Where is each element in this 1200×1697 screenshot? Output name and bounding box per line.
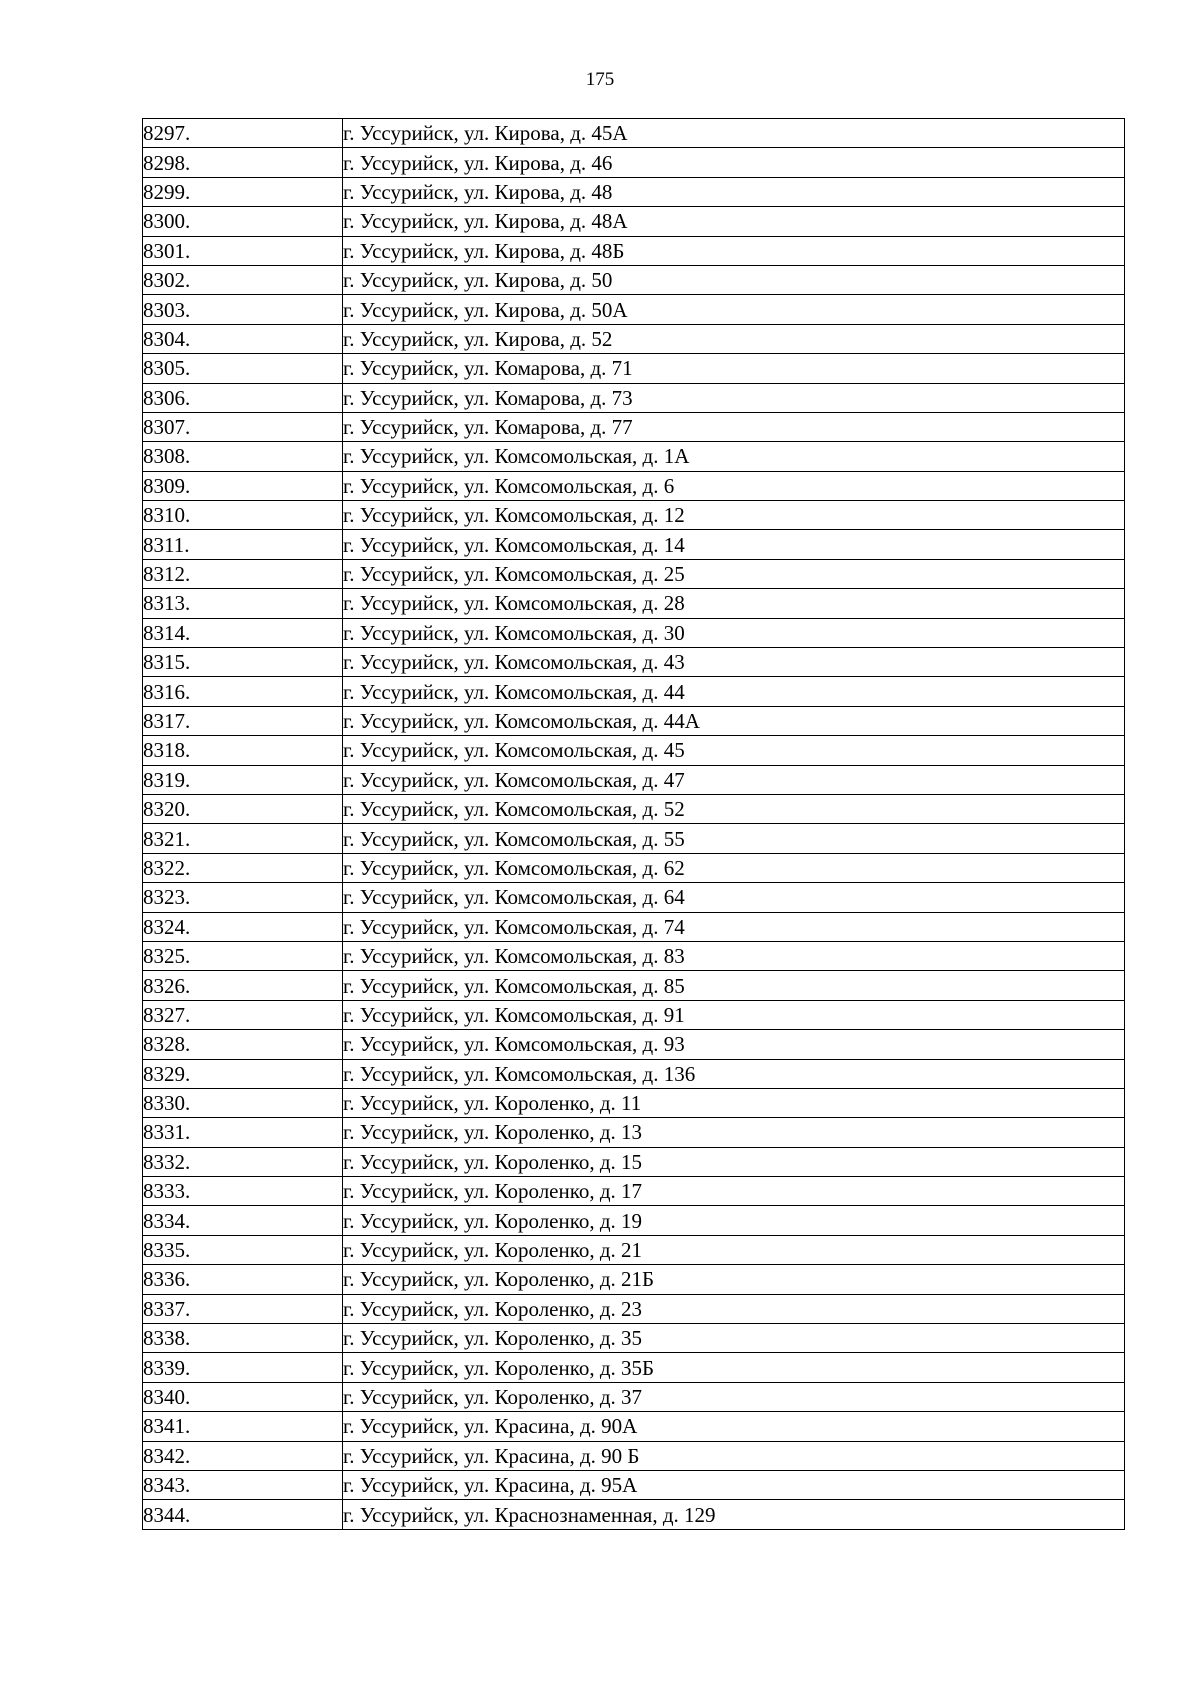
row-number: 8305. (143, 354, 343, 383)
row-address: г. Уссурийск, ул. Комсомольская, д. 25 (343, 559, 1125, 588)
row-address: г. Уссурийск, ул. Комсомольская, д. 91 (343, 1000, 1125, 1029)
row-address: г. Уссурийск, ул. Короленко, д. 21Б (343, 1265, 1125, 1294)
address-table (142, 118, 1125, 1530)
row-number: 8323. (143, 883, 343, 912)
table-row (143, 912, 1125, 941)
row-number: 8342. (143, 1441, 343, 1470)
table-row (143, 971, 1125, 1000)
table-row (143, 648, 1125, 677)
row-number: 8307. (143, 412, 343, 441)
table-row (143, 530, 1125, 559)
row-address: г. Уссурийск, ул. Короленко, д. 23 (343, 1294, 1125, 1323)
table-row (143, 941, 1125, 970)
row-number: 8312. (143, 559, 343, 588)
table-row (143, 148, 1125, 177)
table-row (143, 883, 1125, 912)
row-number: 8327. (143, 1000, 343, 1029)
row-address: г. Уссурийск, ул. Короленко, д. 17 (343, 1177, 1125, 1206)
row-address: г. Уссурийск, ул. Комсомольская, д. 47 (343, 765, 1125, 794)
row-address: г. Уссурийск, ул. Короленко, д. 21 (343, 1235, 1125, 1264)
table-row (143, 501, 1125, 530)
table-row (143, 853, 1125, 882)
row-address: г. Уссурийск, ул. Комсомольская, д. 83 (343, 941, 1125, 970)
address-table-body (143, 119, 1125, 1530)
row-address: г. Уссурийск, ул. Короленко, д. 13 (343, 1118, 1125, 1147)
row-address: г. Уссурийск, ул. Короленко, д. 19 (343, 1206, 1125, 1235)
row-number: 8335. (143, 1235, 343, 1264)
row-address: г. Уссурийск, ул. Комсомольская, д. 6 (343, 471, 1125, 500)
table-row (143, 1353, 1125, 1382)
row-number: 8314. (143, 618, 343, 647)
row-address: г. Уссурийск, ул. Комарова, д. 71 (343, 354, 1125, 383)
table-row (143, 824, 1125, 853)
row-number: 8328. (143, 1030, 343, 1059)
row-number: 8318. (143, 736, 343, 765)
row-number: 8310. (143, 501, 343, 530)
table-row (143, 236, 1125, 265)
row-number: 8297. (143, 119, 343, 148)
table-row (143, 1294, 1125, 1323)
row-address: г. Уссурийск, ул. Короленко, д. 35 (343, 1324, 1125, 1353)
row-address: г. Уссурийск, ул. Комсомольская, д. 74 (343, 912, 1125, 941)
row-address: г. Уссурийск, ул. Кирова, д. 50 (343, 265, 1125, 294)
row-number: 8332. (143, 1147, 343, 1176)
row-address: г. Уссурийск, ул. Комсомольская, д. 12 (343, 501, 1125, 530)
row-number: 8306. (143, 383, 343, 412)
row-address: г. Уссурийск, ул. Комсомольская, д. 64 (343, 883, 1125, 912)
row-number: 8336. (143, 1265, 343, 1294)
row-address: г. Уссурийск, ул. Краснознаменная, д. 129 (343, 1500, 1125, 1529)
row-number: 8317. (143, 706, 343, 735)
row-number: 8308. (143, 442, 343, 471)
table-row (143, 324, 1125, 353)
row-address: г. Уссурийск, ул. Комсомольская, д. 93 (343, 1030, 1125, 1059)
row-address: г. Уссурийск, ул. Комарова, д. 73 (343, 383, 1125, 412)
row-number: 8302. (143, 265, 343, 294)
row-number: 8303. (143, 295, 343, 324)
row-number: 8298. (143, 148, 343, 177)
table-row (143, 589, 1125, 618)
table-row (143, 265, 1125, 294)
row-address: г. Уссурийск, ул. Кирова, д. 46 (343, 148, 1125, 177)
row-address: г. Уссурийск, ул. Красина, д. 95А (343, 1470, 1125, 1499)
table-row (143, 295, 1125, 324)
table-row (143, 1059, 1125, 1088)
table-row (143, 442, 1125, 471)
row-number: 8340. (143, 1382, 343, 1411)
table-row (143, 1500, 1125, 1529)
row-number: 8322. (143, 853, 343, 882)
row-address: г. Уссурийск, ул. Короленко, д. 37 (343, 1382, 1125, 1411)
row-number: 8337. (143, 1294, 343, 1323)
table-row (143, 412, 1125, 441)
page-number: 175 (585, 69, 615, 90)
row-address: г. Уссурийск, ул. Комсомольская, д. 136 (343, 1059, 1125, 1088)
table-row (143, 1324, 1125, 1353)
row-address: г. Уссурийск, ул. Кирова, д. 50А (343, 295, 1125, 324)
table-row (143, 471, 1125, 500)
row-address: г. Уссурийск, ул. Кирова, д. 48Б (343, 236, 1125, 265)
row-address: г. Уссурийск, ул. Комсомольская, д. 85 (343, 971, 1125, 1000)
row-number: 8304. (143, 324, 343, 353)
table-row (143, 1412, 1125, 1441)
row-address: г. Уссурийск, ул. Комсомольская, д. 44 (343, 677, 1125, 706)
row-number: 8321. (143, 824, 343, 853)
table-row (143, 1088, 1125, 1117)
table-row (143, 383, 1125, 412)
row-number: 8331. (143, 1118, 343, 1147)
table-row (143, 177, 1125, 206)
row-number: 8329. (143, 1059, 343, 1088)
row-address: г. Уссурийск, ул. Комсомольская, д. 44А (343, 706, 1125, 735)
table-row (143, 1265, 1125, 1294)
row-number: 8313. (143, 589, 343, 618)
row-number: 8319. (143, 765, 343, 794)
row-address: г. Уссурийск, ул. Кирова, д. 48 (343, 177, 1125, 206)
row-number: 8320. (143, 794, 343, 823)
table-row (143, 1030, 1125, 1059)
row-address: г. Уссурийск, ул. Комсомольская, д. 45 (343, 736, 1125, 765)
row-number: 8338. (143, 1324, 343, 1353)
row-address: г. Уссурийск, ул. Комсомольская, д. 14 (343, 530, 1125, 559)
row-address: г. Уссурийск, ул. Комсомольская, д. 52 (343, 794, 1125, 823)
table-row (143, 1206, 1125, 1235)
table-row (143, 1000, 1125, 1029)
table-row (143, 1235, 1125, 1264)
table-row (143, 1382, 1125, 1411)
row-address: г. Уссурийск, ул. Комсомольская, д. 1А (343, 442, 1125, 471)
row-address: г. Уссурийск, ул. Комсомольская, д. 28 (343, 589, 1125, 618)
table-row (143, 1470, 1125, 1499)
row-number: 8339. (143, 1353, 343, 1382)
table-row (143, 618, 1125, 647)
row-number: 8309. (143, 471, 343, 500)
row-address: г. Уссурийск, ул. Кирова, д. 45А (343, 119, 1125, 148)
row-number: 8311. (143, 530, 343, 559)
table-row (143, 207, 1125, 236)
table-row (143, 559, 1125, 588)
row-address: г. Уссурийск, ул. Комсомольская, д. 62 (343, 853, 1125, 882)
table-row (143, 119, 1125, 148)
row-address: г. Уссурийск, ул. Короленко, д. 11 (343, 1088, 1125, 1117)
row-number: 8333. (143, 1177, 343, 1206)
row-address: г. Уссурийск, ул. Короленко, д. 35Б (343, 1353, 1125, 1382)
row-number: 8316. (143, 677, 343, 706)
row-number: 8300. (143, 207, 343, 236)
row-number: 8299. (143, 177, 343, 206)
table-row (143, 1441, 1125, 1470)
table-row (143, 706, 1125, 735)
table-row (143, 794, 1125, 823)
row-number: 8344. (143, 1500, 343, 1529)
row-number: 8341. (143, 1412, 343, 1441)
row-number: 8324. (143, 912, 343, 941)
table-row (143, 354, 1125, 383)
table-row (143, 677, 1125, 706)
row-address: г. Уссурийск, ул. Короленко, д. 15 (343, 1147, 1125, 1176)
row-number: 8325. (143, 941, 343, 970)
table-row (143, 1147, 1125, 1176)
row-address: г. Уссурийск, ул. Комарова, д. 77 (343, 412, 1125, 441)
row-address: г. Уссурийск, ул. Комсомольская, д. 55 (343, 824, 1125, 853)
row-address: г. Уссурийск, ул. Красина, д. 90А (343, 1412, 1125, 1441)
row-address: г. Уссурийск, ул. Комсомольская, д. 43 (343, 648, 1125, 677)
row-number: 8330. (143, 1088, 343, 1117)
row-number: 8326. (143, 971, 343, 1000)
table-row (143, 1177, 1125, 1206)
table-row (143, 736, 1125, 765)
row-address: г. Уссурийск, ул. Красина, д. 90 Б (343, 1441, 1125, 1470)
table-row (143, 1118, 1125, 1147)
row-address: г. Уссурийск, ул. Комсомольская, д. 30 (343, 618, 1125, 647)
table-row (143, 765, 1125, 794)
row-number: 8301. (143, 236, 343, 265)
row-number: 8334. (143, 1206, 343, 1235)
row-address: г. Уссурийск, ул. Кирова, д. 48А (343, 207, 1125, 236)
row-number: 8315. (143, 648, 343, 677)
row-number: 8343. (143, 1470, 343, 1499)
row-address: г. Уссурийск, ул. Кирова, д. 52 (343, 324, 1125, 353)
